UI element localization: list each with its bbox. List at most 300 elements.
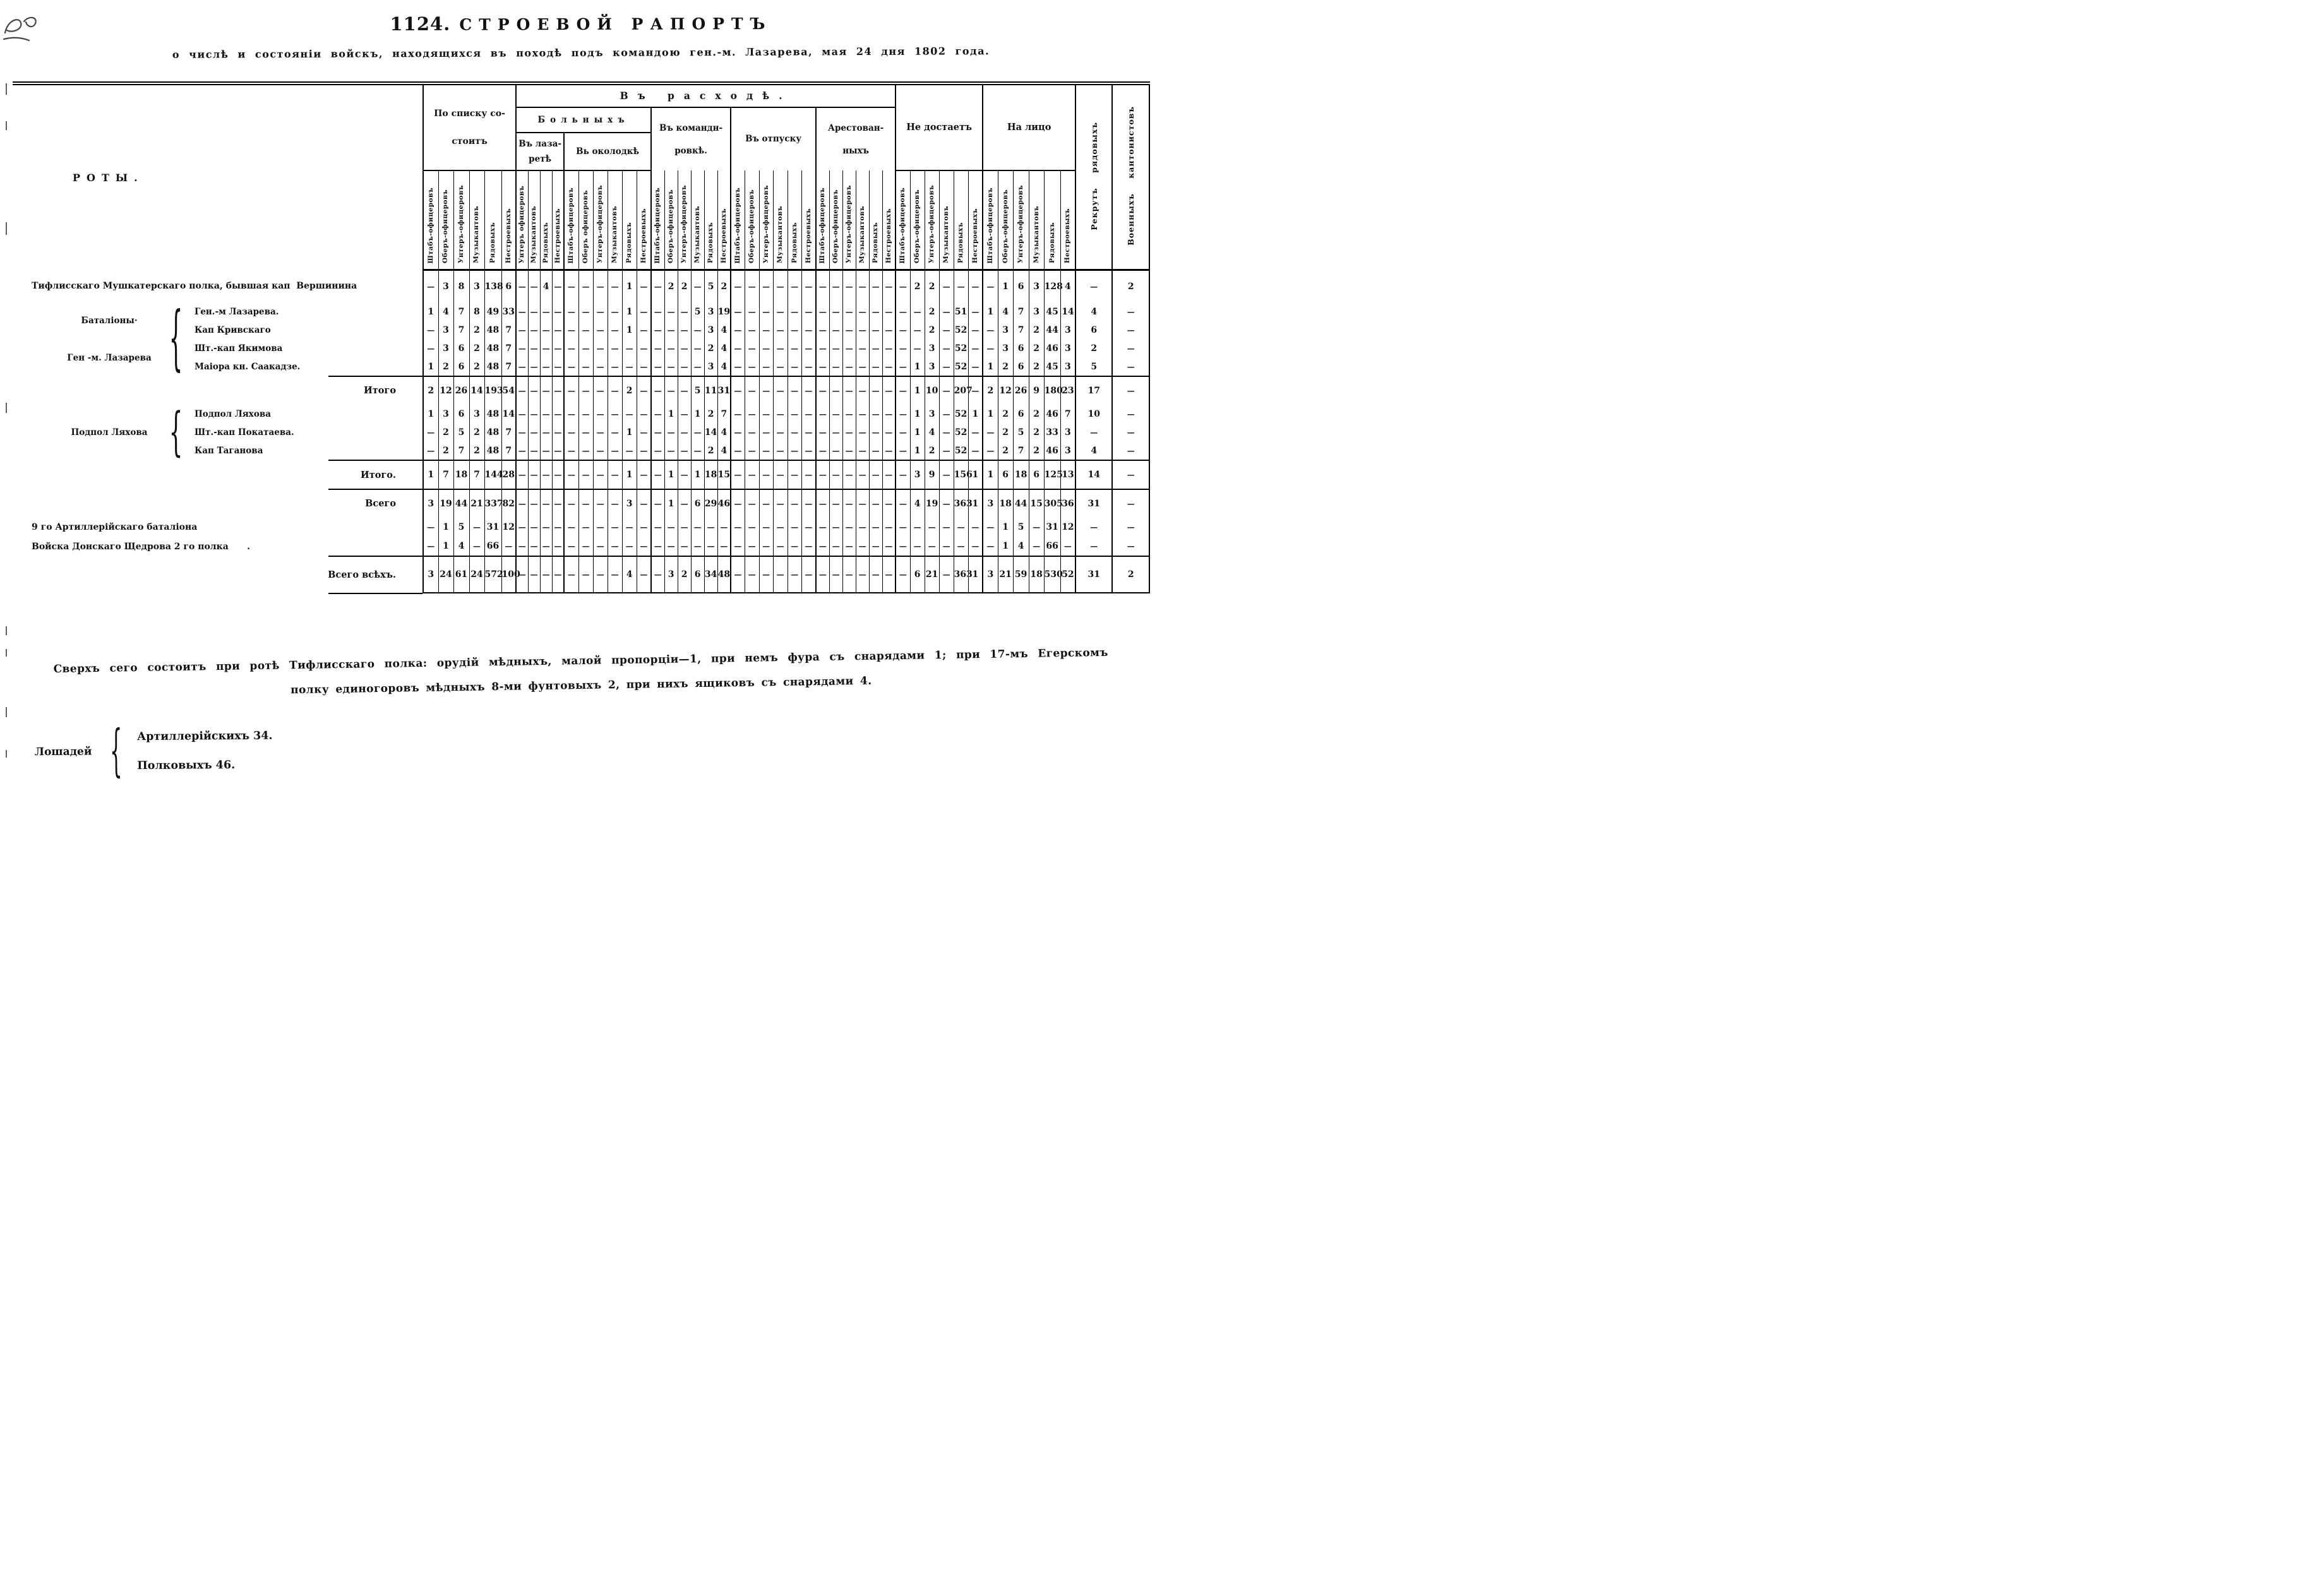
data-cell: 44	[453, 489, 469, 518]
data-cell: —	[895, 537, 910, 556]
data-cell: —	[983, 423, 998, 441]
data-cell: —	[501, 537, 516, 556]
data-cell: —	[664, 441, 678, 460]
data-cell: —	[593, 518, 608, 537]
data-cell: 1	[423, 357, 438, 376]
data-cell: —	[745, 537, 759, 556]
data-cell: —	[788, 405, 801, 423]
data-cell: 12	[501, 518, 516, 537]
data-cell: —	[829, 556, 842, 593]
data-cell: —	[788, 357, 801, 376]
data-cell: 14	[469, 376, 484, 405]
data-cell: —	[895, 518, 910, 537]
data-cell: 54	[501, 376, 516, 405]
data-cell: 24	[469, 556, 484, 593]
data-cell: —	[593, 460, 608, 489]
data-cell: —	[528, 441, 540, 460]
column-header-rank: Штабъ-офицеровъ	[423, 170, 438, 270]
battalion-side-label: Подпол Ляхова	[71, 427, 148, 438]
data-cell: —	[691, 537, 704, 556]
data-cell: —	[1112, 489, 1149, 518]
data-cell: —	[608, 405, 622, 423]
data-cell: —	[637, 339, 651, 357]
column-header-rank: Нестроевыхъ	[552, 170, 564, 270]
data-cell: —	[842, 423, 856, 441]
column-header-rank: Рядовыхъ	[954, 170, 968, 270]
data-cell: —	[528, 339, 540, 357]
data-cell: —	[816, 376, 829, 405]
data-cell: —	[968, 441, 983, 460]
company-label: Подпол Ляхова	[195, 408, 271, 419]
data-cell: 193	[484, 376, 501, 405]
scan-artifact	[6, 121, 7, 130]
data-cell: —	[564, 357, 578, 376]
data-cell: —	[731, 405, 745, 423]
data-cell: —	[593, 556, 608, 593]
data-cell: —	[593, 537, 608, 556]
data-cell: 3	[438, 339, 453, 357]
data-cell: 44	[1013, 489, 1029, 518]
data-cell: —	[842, 376, 856, 405]
data-cell: —	[759, 339, 773, 357]
data-cell: —	[910, 321, 925, 339]
data-cell: —	[540, 441, 552, 460]
data-cell: —	[637, 405, 651, 423]
data-cell: —	[773, 270, 788, 303]
data-cell: —	[801, 460, 816, 489]
data-cell: 10	[925, 376, 939, 405]
data-cell: 52	[954, 357, 968, 376]
data-cell: —	[745, 270, 759, 303]
data-cell: 2	[925, 321, 939, 339]
data-cell: 5	[704, 270, 717, 303]
data-cell: —	[564, 556, 578, 593]
data-cell: —	[578, 376, 593, 405]
data-cell: 156	[954, 460, 968, 489]
data-cell: —	[637, 376, 651, 405]
data-cell: —	[516, 357, 528, 376]
data-cell: —	[516, 376, 528, 405]
data-cell: —	[895, 423, 910, 441]
partial-rule	[328, 489, 422, 490]
data-cell: 1	[968, 460, 983, 489]
data-cell: —	[895, 405, 910, 423]
data-cell: —	[593, 321, 608, 339]
data-cell: 51	[954, 302, 968, 321]
data-cell: —	[759, 302, 773, 321]
data-cell: 7	[501, 321, 516, 339]
data-cell: —	[869, 357, 882, 376]
horses-item: Артиллерійскихъ 34.	[136, 729, 273, 744]
data-cell: —	[552, 537, 564, 556]
data-cell: 19	[925, 489, 939, 518]
partial-rule	[328, 593, 422, 594]
company-label: Шт.-кап Якимова	[195, 343, 283, 354]
data-cell: 2	[998, 357, 1013, 376]
data-cell: 9	[1029, 376, 1044, 405]
data-cell: —	[801, 489, 816, 518]
data-cell: —	[540, 518, 552, 537]
data-cell: —	[678, 321, 691, 339]
data-cell: 4	[438, 302, 453, 321]
data-cell: —	[842, 537, 856, 556]
data-cell: —	[856, 537, 869, 556]
data-cell: 3	[438, 405, 453, 423]
data-cell: —	[816, 537, 829, 556]
data-cell: 2	[925, 270, 939, 303]
data-cell: —	[801, 405, 816, 423]
column-header-rank: Оберъ-офицеровъ	[910, 170, 925, 270]
data-cell: —	[593, 376, 608, 405]
data-cell: 2	[469, 357, 484, 376]
data-cell: 3	[925, 405, 939, 423]
data-cell: 3	[1029, 270, 1044, 303]
data-cell: —	[516, 556, 528, 593]
data-cell: 7	[501, 339, 516, 357]
data-cell: —	[829, 357, 842, 376]
data-cell: —	[552, 556, 564, 593]
data-cell: —	[773, 302, 788, 321]
data-cell: —	[578, 357, 593, 376]
data-cell: 7	[1013, 321, 1029, 339]
column-header-rank: Рядовыхъ	[704, 170, 717, 270]
data-cell: —	[678, 357, 691, 376]
data-cell: —	[801, 339, 816, 357]
data-cell: 24	[438, 556, 453, 593]
data-cell: —	[895, 460, 910, 489]
data-cell: —	[578, 460, 593, 489]
data-cell: —	[651, 339, 664, 357]
column-header-rank: Музыкантовъ	[856, 170, 869, 270]
data-cell: —	[939, 537, 954, 556]
data-cell: 3	[423, 489, 438, 518]
data-cell: —	[664, 302, 678, 321]
document-title: СТРОЕВОЙ РАПОРТЪ	[459, 14, 772, 34]
data-cell: —	[731, 270, 745, 303]
data-cell: 4	[998, 302, 1013, 321]
data-cell: 59	[1013, 556, 1029, 593]
data-cell: —	[651, 518, 664, 537]
data-cell: 2	[1112, 270, 1149, 303]
data-cell: —	[869, 537, 882, 556]
data-cell: —	[731, 556, 745, 593]
table-row	[13, 405, 1149, 423]
data-cell: —	[540, 357, 552, 376]
data-cell: —	[829, 270, 842, 303]
data-cell: 1	[968, 489, 983, 518]
data-cell: 1	[998, 518, 1013, 537]
data-cell: 48	[484, 357, 501, 376]
data-cell: 7	[453, 441, 469, 460]
data-cell: —	[540, 537, 552, 556]
data-cell: —	[983, 518, 998, 537]
data-cell: —	[717, 518, 731, 537]
data-cell: —	[939, 489, 954, 518]
data-cell: —	[578, 321, 593, 339]
data-cell: —	[528, 270, 540, 303]
data-cell: —	[773, 357, 788, 376]
supplement-line: полку единогоровъ мѣдныхъ 8-ми фунтовыхъ 2, при нихъ ящиковъ съ снарядами 4.	[290, 674, 872, 697]
data-cell: —	[578, 405, 593, 423]
data-cell: 5	[453, 518, 469, 537]
data-cell: —	[564, 321, 578, 339]
data-cell: —	[773, 518, 788, 537]
data-cell: 1	[998, 537, 1013, 556]
data-cell: —	[745, 405, 759, 423]
data-cell: 12	[1060, 518, 1075, 537]
data-cell: 7	[469, 460, 484, 489]
data-cell: 4	[717, 423, 731, 441]
page-title	[0, 11, 1162, 36]
brace-decoration: {	[110, 718, 123, 785]
data-cell: 17	[1075, 376, 1112, 405]
company-label: Ген.-м Лазарева.	[195, 306, 279, 317]
data-cell: —	[540, 302, 552, 321]
data-cell: 1	[968, 556, 983, 593]
data-cell: —	[954, 518, 968, 537]
data-cell: —	[801, 423, 816, 441]
data-cell: —	[773, 537, 788, 556]
column-header-rank: Музыкантовъ	[773, 170, 788, 270]
data-cell: 3	[1060, 321, 1075, 339]
data-cell: —	[578, 441, 593, 460]
data-cell: —	[773, 339, 788, 357]
battalion-side-label: Ген -м. Лазарева	[67, 352, 152, 363]
data-cell: —	[552, 270, 564, 303]
data-cell: —	[759, 460, 773, 489]
data-cell: 12	[438, 376, 453, 405]
data-cell: —	[939, 405, 954, 423]
data-cell: 23	[1060, 376, 1075, 405]
data-cell: 7	[501, 441, 516, 460]
data-cell: —	[528, 489, 540, 518]
data-cell: —	[1075, 537, 1112, 556]
data-cell: 29	[704, 489, 717, 518]
data-cell: —	[731, 357, 745, 376]
column-header-rank: Унтеръ-офицеровъ	[678, 170, 691, 270]
data-cell: —	[622, 357, 637, 376]
data-cell: 21	[925, 556, 939, 593]
data-cell: —	[882, 339, 895, 357]
data-cell: —	[423, 321, 438, 339]
data-cell: —	[759, 321, 773, 339]
data-cell: —	[745, 357, 759, 376]
data-cell: —	[608, 357, 622, 376]
data-cell: —	[564, 376, 578, 405]
data-cell: 1	[438, 537, 453, 556]
data-cell: 10	[1075, 405, 1112, 423]
column-header-rank: Музыкантовъ	[939, 170, 954, 270]
data-cell: 14	[1075, 460, 1112, 489]
data-cell: 48	[484, 339, 501, 357]
data-cell: 1	[910, 405, 925, 423]
data-cell: —	[882, 441, 895, 460]
data-cell: —	[773, 556, 788, 593]
data-cell: —	[516, 339, 528, 357]
data-cell: —	[816, 270, 829, 303]
data-cell: 2	[998, 423, 1013, 441]
data-cell: 6	[1075, 321, 1112, 339]
row-label: Всего всѣхъ.	[13, 556, 423, 593]
data-cell: —	[578, 556, 593, 593]
data-cell: 6	[998, 460, 1013, 489]
data-cell: —	[1060, 537, 1075, 556]
data-cell: —	[910, 537, 925, 556]
data-cell: —	[678, 489, 691, 518]
data-cell: —	[678, 518, 691, 537]
data-cell: —	[910, 339, 925, 357]
data-cell: 3	[998, 321, 1013, 339]
data-cell: —	[678, 405, 691, 423]
column-header-rank: Нестроевыхъ	[717, 170, 731, 270]
data-cell: —	[939, 441, 954, 460]
data-cell: —	[608, 302, 622, 321]
data-cell: —	[637, 460, 651, 489]
data-cell: —	[856, 441, 869, 460]
data-cell: —	[788, 460, 801, 489]
data-cell: 2	[469, 423, 484, 441]
data-cell: —	[516, 321, 528, 339]
data-cell: —	[564, 518, 578, 537]
data-cell: —	[637, 357, 651, 376]
data-cell: —	[516, 489, 528, 518]
data-cell: —	[608, 441, 622, 460]
column-group-otpusk: Въ отпуску	[731, 107, 816, 170]
data-cell: —	[856, 489, 869, 518]
partial-rule	[328, 556, 422, 557]
data-cell: 2	[925, 441, 939, 460]
data-cell: —	[816, 489, 829, 518]
data-cell: —	[540, 460, 552, 489]
column-group-po-spisku: По списку со- стоитъ	[423, 83, 516, 170]
data-cell: —	[1075, 270, 1112, 303]
data-cell: —	[801, 441, 816, 460]
data-cell: 2	[664, 270, 678, 303]
data-cell: —	[759, 405, 773, 423]
data-cell: —	[1112, 423, 1149, 441]
data-cell: —	[540, 339, 552, 357]
data-cell: —	[968, 518, 983, 537]
data-cell: 2	[423, 376, 438, 405]
data-cell: —	[788, 270, 801, 303]
data-cell: —	[882, 357, 895, 376]
table-row	[13, 556, 1149, 593]
data-cell: 337	[484, 489, 501, 518]
row-label: Итого.	[13, 460, 423, 489]
column-header-rank: Штабъ-офицеровъ	[983, 170, 998, 270]
data-cell: —	[895, 339, 910, 357]
data-cell: —	[593, 357, 608, 376]
data-cell: —	[801, 556, 816, 593]
data-cell: 18	[704, 460, 717, 489]
data-cell: —	[552, 441, 564, 460]
data-cell: 48	[484, 423, 501, 441]
data-cell: 100	[501, 556, 516, 593]
data-cell: 2	[469, 339, 484, 357]
data-cell: 2	[438, 357, 453, 376]
data-cell: —	[651, 556, 664, 593]
data-cell: —	[829, 376, 842, 405]
row-label: Итого	[13, 376, 423, 405]
data-cell: —	[622, 339, 637, 357]
data-cell: —	[593, 405, 608, 423]
data-cell: —	[816, 405, 829, 423]
data-cell: —	[968, 270, 983, 303]
data-cell: —	[540, 376, 552, 405]
data-cell: —	[829, 489, 842, 518]
data-cell: —	[731, 423, 745, 441]
data-cell: 2	[1029, 441, 1044, 460]
data-cell: 2	[1029, 321, 1044, 339]
data-cell: 66	[484, 537, 501, 556]
data-cell: —	[856, 376, 869, 405]
data-cell: —	[540, 489, 552, 518]
data-cell: —	[882, 423, 895, 441]
column-header-rank: Штабъ-офицеровъ	[816, 170, 829, 270]
column-header-rank: Рядовыхъ	[484, 170, 501, 270]
data-cell: —	[895, 376, 910, 405]
data-cell: —	[564, 441, 578, 460]
data-cell: 7	[453, 321, 469, 339]
data-cell: 530	[1044, 556, 1060, 593]
company-label: Кап Кривскаго	[195, 325, 271, 335]
data-cell: —	[856, 302, 869, 321]
data-cell: 1	[423, 460, 438, 489]
data-cell: —	[423, 518, 438, 537]
data-cell: —	[564, 489, 578, 518]
data-cell: —	[552, 423, 564, 441]
data-cell: —	[788, 537, 801, 556]
page-subtitle: о числѣ и состояніи войскъ, находящихся въ походѣ подъ командою ген.-м. Лазарева, мая 24 дня 1802 года.	[172, 45, 990, 61]
data-cell: —	[759, 489, 773, 518]
column-header-rank: Оберъ-офицеровъ	[438, 170, 453, 270]
data-cell: —	[578, 302, 593, 321]
data-cell: 7	[501, 357, 516, 376]
data-cell: —	[801, 321, 816, 339]
data-cell: —	[968, 339, 983, 357]
scan-artifact	[6, 750, 7, 758]
partial-rule	[328, 460, 422, 461]
data-cell: —	[528, 518, 540, 537]
data-cell: —	[423, 423, 438, 441]
data-cell: —	[593, 423, 608, 441]
data-cell: —	[637, 518, 651, 537]
header-row	[13, 83, 1149, 107]
data-cell: —	[704, 537, 717, 556]
data-cell: —	[759, 270, 773, 303]
column-header-rank: Музыкантовъ	[1029, 170, 1044, 270]
column-header-rank: Оберъ-офицеровъ	[998, 170, 1013, 270]
data-cell: —	[829, 423, 842, 441]
data-cell: —	[516, 302, 528, 321]
data-cell: —	[578, 339, 593, 357]
data-cell: —	[528, 460, 540, 489]
row-label: Войска Донскаго Щедрова 2 го полка .	[13, 537, 423, 556]
data-cell: —	[664, 357, 678, 376]
data-cell: —	[608, 460, 622, 489]
data-cell: —	[593, 302, 608, 321]
data-cell: —	[895, 441, 910, 460]
data-cell: 5	[1075, 357, 1112, 376]
data-cell: —	[516, 460, 528, 489]
data-cell: —	[816, 423, 829, 441]
data-cell: 7	[717, 405, 731, 423]
data-cell: —	[745, 460, 759, 489]
column-header-rank: Нестроевыхъ	[501, 170, 516, 270]
data-cell: —	[745, 489, 759, 518]
data-cell: —	[651, 376, 664, 405]
data-cell: —	[516, 518, 528, 537]
